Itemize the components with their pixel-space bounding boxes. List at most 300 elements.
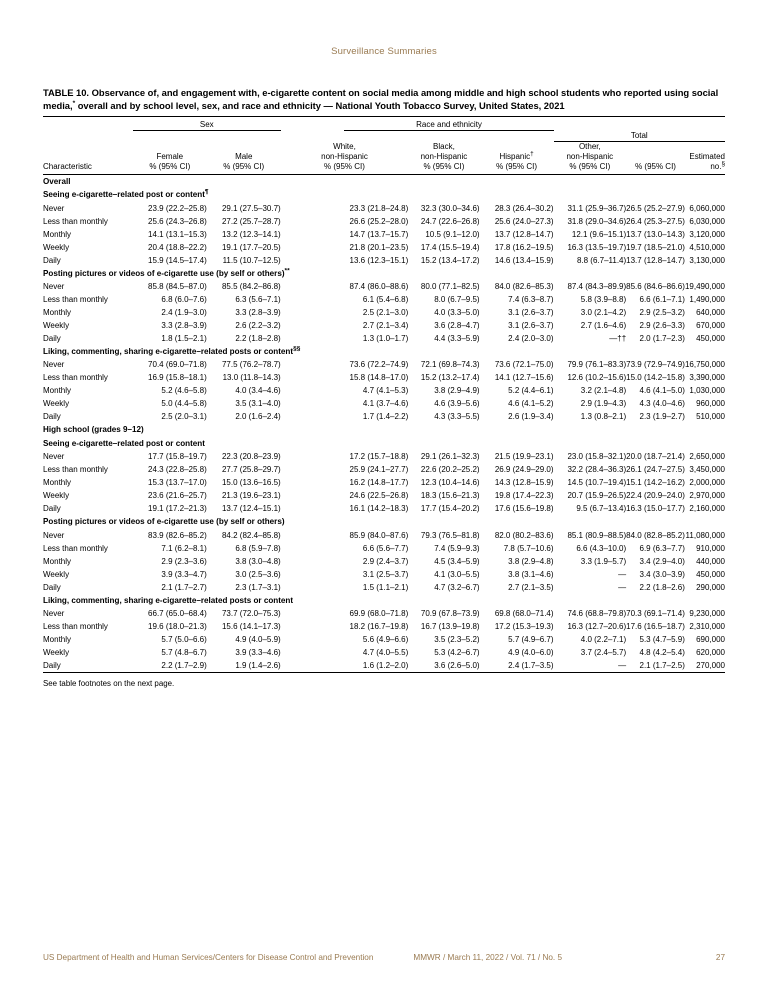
table-row xyxy=(43,280,725,293)
table-title-line2a: using social media, xyxy=(43,87,719,112)
cell-total-estimated: 620,000 xyxy=(696,648,725,658)
cell-male: 13.0 (11.8–14.3) xyxy=(222,373,281,383)
cell-black: 18.3 (15.6–21.3) xyxy=(420,491,480,501)
cell-other: — xyxy=(618,569,627,579)
cell-male: 19.1 (17.7–20.5) xyxy=(221,242,281,252)
cell-characteristic: Daily xyxy=(43,333,61,343)
cell-black: 8.0 (6.7–9.5) xyxy=(434,294,480,304)
table-section-heading-label: High school (grades 9–12) xyxy=(43,425,144,435)
footnote-marker-section: § xyxy=(721,160,725,168)
cell-other: 3.0 (2.1–4.2) xyxy=(580,307,627,317)
cell-total-ci: 4.8 (4.2–5.4) xyxy=(639,648,685,658)
table-row xyxy=(43,463,725,476)
cell-female: 5.7 (4.8–6.7) xyxy=(161,648,207,658)
cell-white: 21.8 (20.1–23.5) xyxy=(349,242,409,252)
cell-total-estimated: 3,390,000 xyxy=(689,373,725,383)
cell-male: 4.0 (3.4–4.6) xyxy=(235,386,281,396)
cell-male: 3.3 (2.8–3.9) xyxy=(235,307,281,317)
cell-total-estimated: 270,000 xyxy=(696,661,725,671)
cell-total-ci: 73.9 (72.9–74.9) xyxy=(626,360,685,370)
cell-male: 27.2 (25.7–28.7) xyxy=(221,216,281,226)
cell-other: 6.6 (4.3–10.0) xyxy=(576,543,627,553)
cell-female: 17.7 (15.8–19.7) xyxy=(148,452,207,462)
table-tail-note: See table footnotes on the next page. xyxy=(43,678,175,688)
cell-white: 24.6 (22.5–26.8) xyxy=(349,491,409,501)
cell-total-estimated: 2,000,000 xyxy=(689,478,725,488)
cell-hispanic: 3.8 (3.1–4.6) xyxy=(508,569,554,579)
data-table xyxy=(43,116,725,675)
cell-characteristic: Less than monthly xyxy=(43,622,108,632)
table-row xyxy=(43,489,725,502)
cell-male: 85.5 (84.2–86.8) xyxy=(221,281,281,291)
cell-female: 15.9 (14.5–17.4) xyxy=(148,255,207,265)
cell-white: 2.9 (2.4–3.7) xyxy=(362,556,409,566)
total-spanner-label-row xyxy=(43,131,725,140)
cell-hispanic: 4.6 (4.1–5.2) xyxy=(508,399,554,409)
cell-characteristic: Less than monthly xyxy=(43,465,108,475)
cell-total-estimated: 290,000 xyxy=(696,582,725,592)
cell-total-estimated: 2,160,000 xyxy=(689,504,725,514)
cell-black: 15.2 (13.2–17.4) xyxy=(420,373,480,383)
cell-hispanic: 7.8 (5.7–10.6) xyxy=(503,543,554,553)
cell-male: 3.8 (3.0–4.8) xyxy=(235,556,281,566)
table-row xyxy=(43,384,725,397)
cell-other: 2.7 (1.6–4.6) xyxy=(580,320,627,330)
cell-characteristic: Daily xyxy=(43,661,61,671)
cell-black: 4.6 (3.9–5.6) xyxy=(434,399,480,409)
cell-male: 6.3 (5.6–7.1) xyxy=(235,294,281,304)
cell-hispanic: 5.7 (4.9–6.7) xyxy=(508,635,554,645)
cell-female: 6.8 (6.0–7.6) xyxy=(161,294,207,304)
cell-characteristic: Never xyxy=(43,360,65,370)
cell-total-ci: 2.2 (1.8–2.6) xyxy=(639,582,685,592)
cell-male: 13.2 (12.3–14.1) xyxy=(221,229,281,239)
cell-hispanic: 2.7 (2.1–3.5) xyxy=(508,582,554,592)
cell-total-ci: 3.4 (2.9–4.0) xyxy=(639,556,685,566)
table-row xyxy=(43,306,725,319)
cell-female: 5.0 (4.4–5.8) xyxy=(161,399,207,409)
cell-total-ci: 70.3 (69.1–71.4) xyxy=(626,609,685,619)
cell-total-estimated: 440,000 xyxy=(696,556,725,566)
table-title-line2b: overall and by school level, sex, and race and ethnicity — National Youth Tobacco Survey, United States, 2021 xyxy=(75,100,565,112)
cell-white: 85.9 (84.0–87.6) xyxy=(349,530,409,540)
cell-hispanic: 19.8 (17.4–22.3) xyxy=(494,491,554,501)
cell-female: 2.4 (1.9–3.0) xyxy=(161,307,207,317)
table-row xyxy=(43,659,725,673)
cell-hispanic: 17.6 (15.6–19.8) xyxy=(494,504,554,514)
table-row xyxy=(43,215,725,228)
cell-total-ci: 5.3 (4.7–5.9) xyxy=(639,635,685,645)
cell-total-ci: 15.0 (14.2–15.8) xyxy=(626,373,685,383)
cell-black: 3.8 (2.9–4.9) xyxy=(434,386,480,396)
cell-other: 20.7 (15.9–26.5) xyxy=(567,491,627,501)
cell-characteristic: Weekly xyxy=(43,491,70,501)
cell-white: 14.7 (13.7–15.7) xyxy=(349,229,409,239)
cell-female: 3.3 (2.8–3.9) xyxy=(161,320,207,330)
spanner-label-row xyxy=(43,120,725,129)
cell-hispanic: 82.0 (80.2–83.6) xyxy=(494,530,554,540)
cell-female: 7.1 (6.2–8.1) xyxy=(161,543,207,553)
col-male: Male % (95% CI) xyxy=(223,152,265,172)
table-group-heading xyxy=(43,437,725,450)
cell-total-estimated: 640,000 xyxy=(696,307,725,317)
cell-other: 3.3 (1.9–5.7) xyxy=(580,556,627,566)
cell-total-ci: 2.1 (1.7–2.5) xyxy=(639,661,685,671)
cell-female: 1.8 (1.5–2.1) xyxy=(161,333,207,343)
cell-total-ci: 26.4 (25.3–27.5) xyxy=(626,216,685,226)
cell-total-estimated: 3,130,000 xyxy=(689,255,725,265)
cell-other: —†† xyxy=(609,333,627,343)
cell-other: 14.5 (10.7–19.4) xyxy=(567,478,627,488)
col-total-estimated: Estimated no.§ xyxy=(689,152,725,172)
table-group-heading-label: Liking, commenting, sharing e-cigarette–related posts or content xyxy=(43,595,294,605)
cell-other: 74.6 (68.8–79.8) xyxy=(567,609,627,619)
cell-total-ci: 2.3 (1.9–2.7) xyxy=(639,412,685,422)
table-row xyxy=(43,450,725,463)
cell-female: 2.2 (1.7–2.9) xyxy=(161,661,207,671)
cell-male: 73.7 (72.0–75.3) xyxy=(221,609,281,619)
cell-white: 23.3 (21.8–24.8) xyxy=(349,203,409,213)
cell-total-ci: 3.4 (3.0–3.9) xyxy=(639,569,685,579)
cell-black: 7.4 (5.9–9.3) xyxy=(434,543,480,553)
cell-male: 22.3 (20.8–23.9) xyxy=(221,452,281,462)
cell-other: 32.2 (28.4–36.3) xyxy=(567,465,627,475)
cell-black: 29.1 (26.1–32.3) xyxy=(420,452,480,462)
cell-other: 8.8 (6.7–11.4) xyxy=(576,255,627,265)
cell-characteristic: Never xyxy=(43,609,65,619)
cell-total-ci: 22.4 (20.9–24.0) xyxy=(626,491,685,501)
cell-female: 2.1 (1.7–2.7) xyxy=(161,582,207,592)
cell-total-ci: 13.7 (12.8–14.7) xyxy=(626,255,685,265)
cell-other: 5.8 (3.9–8.8) xyxy=(580,294,627,304)
cell-other: 87.4 (84.3–89.9) xyxy=(567,281,627,291)
cell-female: 70.4 (69.0–71.8) xyxy=(148,360,207,370)
cell-hispanic: 14.6 (13.4–15.9) xyxy=(494,255,554,265)
cell-female: 2.5 (2.0–3.1) xyxy=(161,412,207,422)
cell-total-estimated: 910,000 xyxy=(696,543,725,553)
footnote-marker: ¶ xyxy=(204,188,209,196)
cell-total-estimated: 16,750,000 xyxy=(684,360,725,370)
cell-black: 17.7 (15.4–20.2) xyxy=(420,504,480,514)
cell-total-ci: 26.1 (24.7–27.5) xyxy=(626,465,685,475)
cell-male: 84.2 (82.4–85.8) xyxy=(221,530,281,540)
cell-characteristic: Monthly xyxy=(43,556,72,566)
cell-black: 4.0 (3.3–5.0) xyxy=(434,307,480,317)
cell-male: 15.6 (14.1–17.3) xyxy=(221,622,281,632)
table-row xyxy=(43,568,725,581)
cell-hispanic: 21.5 (19.9–23.1) xyxy=(494,452,554,462)
cell-total-ci: 6.6 (6.1–7.1) xyxy=(639,294,685,304)
table-row xyxy=(43,607,725,620)
cell-male: 2.0 (1.6–2.4) xyxy=(235,412,281,422)
col-female: Female % (95% CI) xyxy=(149,152,191,172)
cell-other: 79.9 (76.1–83.3) xyxy=(567,360,627,370)
cell-total-estimated: 1,030,000 xyxy=(689,386,725,396)
table-row xyxy=(43,555,725,568)
footnote-marker: ** xyxy=(284,266,290,274)
cell-other: 2.9 (1.9–4.3) xyxy=(580,399,627,409)
cell-white: 1.3 (1.0–1.7) xyxy=(362,333,409,343)
cell-white: 4.7 (4.0–5.5) xyxy=(362,648,409,658)
cell-white: 1.7 (1.4–2.2) xyxy=(362,412,409,422)
cell-other: — xyxy=(618,582,627,592)
cell-white: 18.2 (16.7–19.8) xyxy=(349,622,409,632)
table-title xyxy=(43,86,725,112)
cell-white: 87.4 (86.0–88.6) xyxy=(349,281,409,291)
col-total-ci: % (95% CI) xyxy=(635,162,676,172)
cell-total-ci: 2.9 (2.5–3.2) xyxy=(639,307,685,317)
cell-total-ci: 85.6 (84.6–86.6) xyxy=(626,281,685,291)
cell-female: 23.9 (22.2–25.8) xyxy=(148,203,207,213)
cell-white: 15.8 (14.8–17.0) xyxy=(349,373,409,383)
cell-total-estimated: 9,230,000 xyxy=(689,609,725,619)
cell-white: 13.6 (12.3–15.1) xyxy=(349,255,409,265)
spanner-total: Total xyxy=(630,130,648,140)
cell-total-ci: 26.5 (25.2–27.9) xyxy=(626,203,685,213)
cell-other: 1.3 (0.8–2.1) xyxy=(580,412,627,422)
cell-characteristic: Weekly xyxy=(43,569,70,579)
cell-total-ci: 2.9 (2.6–3.3) xyxy=(639,320,685,330)
table-group-heading-label: Liking, commenting, sharing e-cigarette–related posts or content§§ xyxy=(43,345,301,356)
cell-other: 12.6 (10.2–15.6) xyxy=(567,373,627,383)
cell-hispanic: 73.6 (72.1–75.0) xyxy=(494,360,554,370)
cell-hispanic: 69.8 (68.0–71.4) xyxy=(494,609,554,619)
cell-male: 29.1 (27.5–30.7) xyxy=(221,203,281,213)
cell-black: 3.5 (2.3–5.2) xyxy=(434,635,480,645)
cell-black: 22.6 (20.2–25.2) xyxy=(420,465,480,475)
cell-total-estimated: 450,000 xyxy=(696,569,725,579)
cell-other: 16.3 (12.7–20.6) xyxy=(567,622,627,632)
cell-female: 23.6 (21.6–25.7) xyxy=(148,491,207,501)
cell-black: 72.1 (69.8–74.3) xyxy=(420,360,480,370)
table-row xyxy=(43,228,725,241)
cell-hispanic: 26.9 (24.9–29.0) xyxy=(494,465,554,475)
cell-characteristic: Daily xyxy=(43,412,61,422)
cell-characteristic: Daily xyxy=(43,504,61,514)
cell-white: 6.6 (5.6–7.7) xyxy=(362,543,409,553)
table-row xyxy=(43,476,725,489)
page-footer xyxy=(43,953,725,962)
cell-black: 17.4 (15.5–19.4) xyxy=(420,242,480,252)
cell-hispanic: 13.7 (12.8–14.7) xyxy=(494,229,554,239)
cell-total-estimated: 4,510,000 xyxy=(689,242,725,252)
cell-white: 1.6 (1.2–2.0) xyxy=(362,661,409,671)
cell-total-estimated: 450,000 xyxy=(696,333,725,343)
cell-total-estimated: 6,060,000 xyxy=(689,203,725,213)
cell-male: 15.0 (13.6–16.5) xyxy=(221,478,281,488)
cell-other: 31.1 (25.9–36.7) xyxy=(567,203,627,213)
table-row xyxy=(43,241,725,254)
cell-white: 17.2 (15.7–18.8) xyxy=(349,452,409,462)
cell-total-estimated: 670,000 xyxy=(696,320,725,330)
cell-total-ci: 15.1 (14.2–16.2) xyxy=(626,478,685,488)
cell-characteristic: Less than monthly xyxy=(43,373,108,383)
table-group-heading-label: Posting pictures or videos of e-cigarette use (by self or others) xyxy=(43,517,285,527)
cell-other: 3.7 (2.4–5.7) xyxy=(580,648,627,658)
table-row xyxy=(43,397,725,410)
cell-female: 3.9 (3.3–4.7) xyxy=(161,569,207,579)
table-group-heading xyxy=(43,267,725,280)
cell-black: 4.7 (3.2–6.7) xyxy=(434,582,480,592)
cell-male: 3.9 (3.3–4.6) xyxy=(235,648,281,658)
cell-male: 13.7 (12.4–15.1) xyxy=(221,504,281,514)
cell-black: 32.3 (30.0–34.6) xyxy=(420,203,480,213)
cell-male: 27.7 (25.8–29.7) xyxy=(221,465,281,475)
cell-white: 3.1 (2.5–3.7) xyxy=(362,569,409,579)
cell-total-estimated: 6,030,000 xyxy=(689,216,725,226)
cell-total-estimated: 3,450,000 xyxy=(689,465,725,475)
table-row xyxy=(43,581,725,594)
cell-characteristic: Monthly xyxy=(43,478,72,488)
col-hispanic: Hispanic† % (95% CI) xyxy=(496,150,538,172)
col-white: White, non-Hispanic % (95% CI) xyxy=(321,141,368,172)
cell-hispanic: 3.1 (2.6–3.7) xyxy=(508,307,554,317)
cell-female: 14.1 (13.1–15.3) xyxy=(148,229,207,239)
table-group-heading xyxy=(43,188,725,201)
cell-characteristic: Less than monthly xyxy=(43,543,108,553)
table-row xyxy=(43,293,725,306)
cell-characteristic: Less than monthly xyxy=(43,216,108,226)
cell-characteristic: Weekly xyxy=(43,320,70,330)
table-group-heading xyxy=(43,594,725,607)
cell-hispanic: 84.0 (82.6–85.3) xyxy=(494,281,554,291)
spanner-sex: Sex xyxy=(199,120,214,130)
cell-total-estimated: 19,490,000 xyxy=(684,281,725,291)
cell-characteristic: Never xyxy=(43,281,65,291)
cell-female: 83.9 (82.6–85.2) xyxy=(148,530,207,540)
table-group-heading xyxy=(43,515,725,528)
cell-white: 25.9 (24.1–27.7) xyxy=(349,465,409,475)
table-row xyxy=(43,371,725,384)
cell-black: 79.3 (76.5–81.8) xyxy=(420,530,480,540)
cell-white: 2.7 (2.1–3.4) xyxy=(362,320,409,330)
cell-characteristic: Monthly xyxy=(43,307,72,317)
cell-female: 15.3 (13.7–17.0) xyxy=(148,478,207,488)
cell-characteristic: Monthly xyxy=(43,635,72,645)
cell-characteristic: Never xyxy=(43,452,65,462)
cell-hispanic: 17.2 (15.3–19.3) xyxy=(494,622,554,632)
cell-white: 69.9 (68.0–71.8) xyxy=(349,609,409,619)
cell-other: 85.1 (80.9–88.5) xyxy=(567,530,627,540)
table-row xyxy=(43,410,725,423)
cell-total-estimated: 3,120,000 xyxy=(689,229,725,239)
cell-total-ci: 16.3 (15.0–17.7) xyxy=(626,504,685,514)
cell-characteristic: Never xyxy=(43,203,65,213)
cell-hispanic: 17.8 (16.2–19.5) xyxy=(494,242,554,252)
cell-total-estimated: 2,650,000 xyxy=(689,452,725,462)
cell-black: 10.5 (9.1–12.0) xyxy=(425,229,480,239)
cell-other: 31.8 (29.0–34.6) xyxy=(567,216,627,226)
cell-male: 3.5 (3.1–4.0) xyxy=(235,399,281,409)
cell-characteristic: Daily xyxy=(43,255,61,265)
cell-hispanic: 3.8 (2.9–4.8) xyxy=(508,556,554,566)
cell-total-estimated: 2,970,000 xyxy=(689,491,725,501)
cell-total-estimated: 2,310,000 xyxy=(689,622,725,632)
column-header-row xyxy=(43,141,725,172)
cell-hispanic: 5.2 (4.4–6.1) xyxy=(508,386,554,396)
cell-total-estimated: 960,000 xyxy=(696,399,725,409)
col-black: Black, non-Hispanic % (95% CI) xyxy=(420,141,468,172)
cell-black: 4.4 (3.3–5.9) xyxy=(434,333,480,343)
cell-hispanic: 7.4 (6.3–8.7) xyxy=(508,294,554,304)
cell-male: 11.5 (10.7–12.5) xyxy=(222,255,281,265)
running-head: Surveillance Summaries xyxy=(331,46,437,57)
cell-white: 5.6 (4.9–6.6) xyxy=(362,635,409,645)
cell-female: 25.6 (24.3–26.8) xyxy=(148,216,207,226)
cell-white: 16.2 (14.8–17.7) xyxy=(349,478,409,488)
cell-other: 16.3 (13.5–19.7) xyxy=(567,242,627,252)
cell-total-estimated: 510,000 xyxy=(696,412,725,422)
cell-total-estimated: 690,000 xyxy=(696,635,725,645)
cell-hispanic: 2.6 (1.9–3.4) xyxy=(508,412,554,422)
col-other: Other, non-Hispanic % (95% CI) xyxy=(566,141,614,172)
table-row xyxy=(43,542,725,555)
cell-hispanic: 14.3 (12.8–15.9) xyxy=(494,478,554,488)
cell-male: 3.0 (2.5–3.6) xyxy=(235,569,281,579)
cell-female: 5.2 (4.6–5.8) xyxy=(161,386,207,396)
table-row xyxy=(43,332,725,345)
cell-female: 19.1 (17.2–21.3) xyxy=(148,504,207,514)
cell-female: 19.6 (18.0–21.3) xyxy=(148,622,207,632)
cell-white: 1.5 (1.1–2.1) xyxy=(362,582,409,592)
table-section-heading-label: Overall xyxy=(43,176,71,186)
table-body xyxy=(43,174,725,673)
footnote-marker-asterisk: * xyxy=(72,100,76,108)
cell-other: 9.5 (6.7–13.4) xyxy=(576,504,627,514)
spanner-race: Race and ethnicity xyxy=(416,120,482,130)
cell-female: 2.9 (2.3–3.6) xyxy=(161,556,207,566)
table-group-heading-label: Seeing e-cigarette–related post or content¶ xyxy=(43,188,209,200)
cell-white: 6.1 (5.4–6.8) xyxy=(362,294,409,304)
cell-black: 80.0 (77.1–82.5) xyxy=(420,281,480,291)
cell-characteristic: Weekly xyxy=(43,399,70,409)
cell-black: 24.7 (22.6–26.8) xyxy=(420,216,480,226)
cell-total-ci: 20.0 (18.7–21.4) xyxy=(626,452,685,462)
footnote-marker-dagger: † xyxy=(530,150,534,158)
cell-black: 70.9 (67.8–73.9) xyxy=(420,609,480,619)
cell-female: 85.8 (84.5–87.0) xyxy=(148,281,207,291)
cell-other: 3.2 (2.1–4.8) xyxy=(580,386,627,396)
cell-hispanic: 2.4 (1.7–3.5) xyxy=(508,661,554,671)
cell-other: 23.0 (15.8–32.1) xyxy=(567,452,627,462)
cell-white: 4.1 (3.7–4.6) xyxy=(362,399,409,409)
cell-hispanic: 25.6 (24.0–27.3) xyxy=(494,216,554,226)
table-section-heading xyxy=(43,174,725,188)
footnote-marker: §§ xyxy=(293,345,301,353)
cell-white: 26.6 (25.2–28.0) xyxy=(349,216,409,226)
table-row xyxy=(43,620,725,633)
cell-total-ci: 2.0 (1.7–2.3) xyxy=(639,333,685,343)
cell-total-estimated: 1,490,000 xyxy=(689,294,725,304)
table-row xyxy=(43,529,725,542)
cell-hispanic: 28.3 (26.4–30.2) xyxy=(494,203,554,213)
cell-white: 16.1 (14.2–18.3) xyxy=(349,504,409,514)
cell-total-ci: 13.7 (13.0–14.3) xyxy=(626,229,685,239)
cell-characteristic: Monthly xyxy=(43,229,72,239)
col-characteristic: Characteristic xyxy=(43,162,92,172)
cell-male: 2.3 (1.7–3.1) xyxy=(235,582,281,592)
cell-black: 3.6 (2.6–5.0) xyxy=(434,661,480,671)
table-row xyxy=(43,633,725,646)
cell-black: 16.7 (13.9–19.8) xyxy=(420,622,480,632)
table-row xyxy=(43,358,725,371)
cell-characteristic: Weekly xyxy=(43,242,70,252)
cell-male: 6.8 (5.9–7.8) xyxy=(235,543,281,553)
cell-black: 5.3 (4.2–6.7) xyxy=(434,648,480,658)
cell-white: 73.6 (72.2–74.9) xyxy=(349,360,409,370)
cell-male: 2.6 (2.2–3.2) xyxy=(235,320,281,330)
cell-male: 2.2 (1.8–2.8) xyxy=(235,333,281,343)
